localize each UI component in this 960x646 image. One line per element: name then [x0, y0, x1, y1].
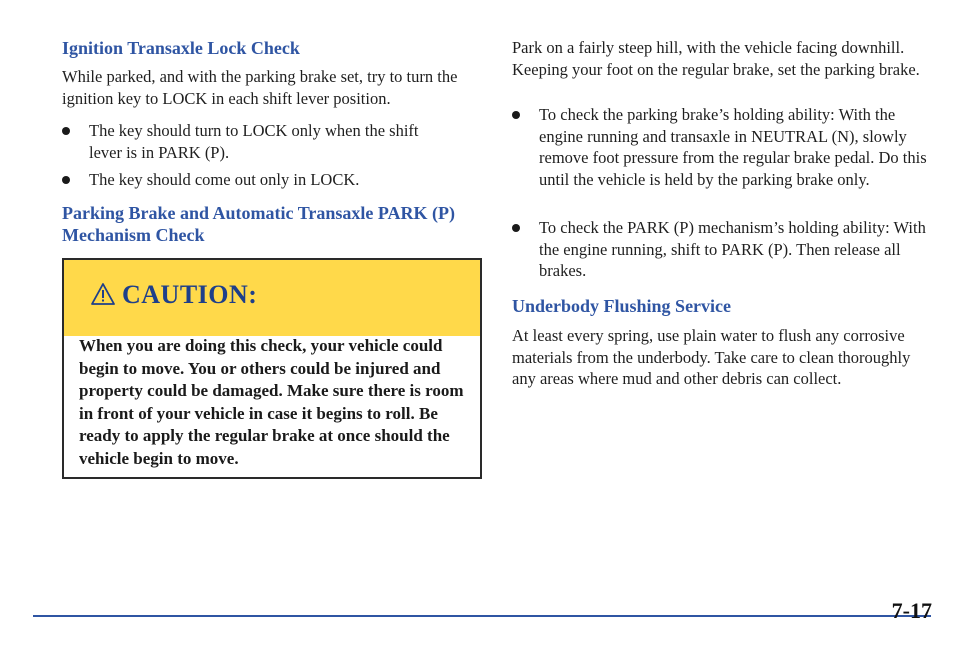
ignition-heading: Ignition Transaxle Lock Check [62, 38, 300, 58]
caution-box [62, 258, 482, 479]
caution-header [64, 260, 480, 336]
ignition-body: While parked, and with the parking brake set, try to turn the ignition key to LOCK in each shift lever position. [62, 67, 458, 108]
bullet-icon [512, 111, 520, 119]
footer-rule [33, 615, 931, 617]
bullet-icon [512, 224, 520, 232]
underbody-heading: Underbody Flushing Service [512, 296, 732, 316]
bullet-icon [62, 176, 70, 184]
bullet-icon [62, 127, 70, 135]
caution-text: When you are doing this check, your vehicle could begin to move. You or others could be injured and property could be damaged. Make sure there is room in front of your vehicle in case it begins to roll. Be ready to apply the regular brake at once should the vehicle begin to move. [79, 336, 464, 468]
warning-triangle-icon [91, 283, 115, 305]
bullet-text: The key should come out only in LOCK. [89, 170, 360, 189]
page-number: 7-17 [891, 598, 932, 623]
bullet-text: The key should turn to LOCK only when the shift lever is in PARK (P). [89, 121, 419, 162]
parking-heading: Parking Brake and Automatic Transaxle PARK (P) Mechanism Check [62, 203, 455, 245]
hill-test-intro: Park on a fairly steep hill, with the vehicle facing downhill. Keeping your foot on the regular brake, set the parking brake. [512, 38, 920, 79]
bullet-text: To check the parking brake’s holding ability: With the engine running and transaxle in NEUTRAL (N), slowly remove foot pressure from the regular brake pedal. Do this until the vehicle is held by the parking brake only. [539, 105, 927, 189]
bullet-text: To check the PARK (P) mechanism’s holding ability: With the engine running, shift to PARK (P). Then release all brakes. [539, 218, 926, 280]
caution-title: CAUTION: [122, 280, 258, 309]
underbody-body: At least every spring, use plain water to flush any corrosive materials from the underbody. Take care to clean thoroughly any areas where mud and other debris can collect. [512, 326, 911, 388]
